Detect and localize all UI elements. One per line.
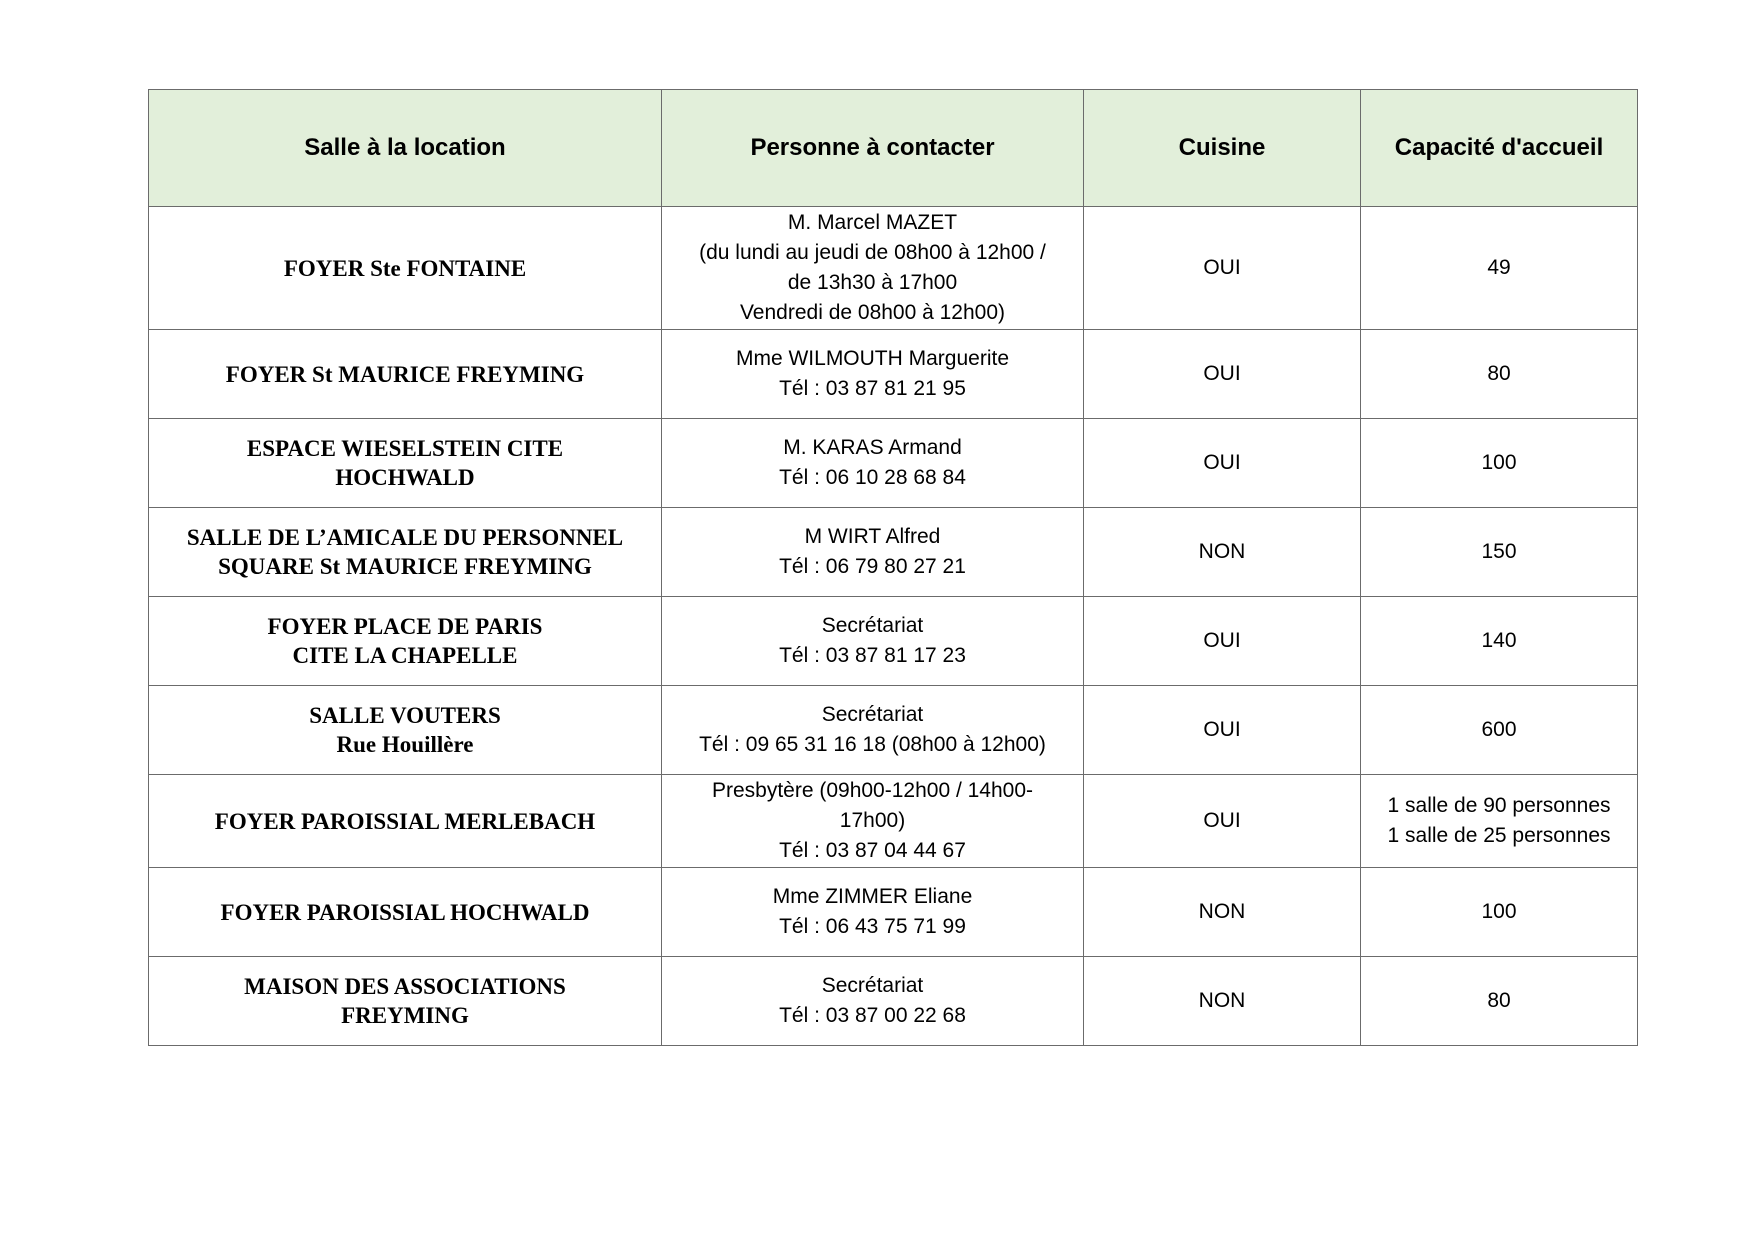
cell-contact: Secrétariat Tél : 03 87 81 17 23 <box>662 597 1084 686</box>
cell-capacite: 150 <box>1361 508 1638 597</box>
table-row <box>149 686 1638 775</box>
cell-cuisine: NON <box>1084 508 1361 597</box>
cell-cuisine: OUI <box>1084 330 1361 419</box>
table-row <box>149 957 1638 1046</box>
cell-salle: FOYER St MAURICE FREYMING <box>149 330 662 419</box>
cell-cuisine: OUI <box>1084 686 1361 775</box>
cell-cuisine: OUI <box>1084 419 1361 508</box>
cell-capacite: 1 salle de 90 personnes 1 salle de 25 personnes <box>1361 775 1638 868</box>
cell-cuisine: NON <box>1084 957 1361 1046</box>
cell-capacite: 100 <box>1361 419 1638 508</box>
header-salle: Salle à la location <box>149 90 662 207</box>
rooms-table <box>148 89 1638 1046</box>
cell-capacite: 600 <box>1361 686 1638 775</box>
cell-capacite: 100 <box>1361 868 1638 957</box>
cell-capacite: 80 <box>1361 957 1638 1046</box>
header-cuisine: Cuisine <box>1084 90 1361 207</box>
cell-contact: Mme WILMOUTH Marguerite Tél : 03 87 81 21 95 <box>662 330 1084 419</box>
cell-cuisine: OUI <box>1084 775 1361 868</box>
cell-capacite: 80 <box>1361 330 1638 419</box>
cell-contact: M WIRT Alfred Tél : 06 79 80 27 21 <box>662 508 1084 597</box>
cell-capacite: 49 <box>1361 207 1638 330</box>
cell-contact: M. Marcel MAZET (du lundi au jeudi de 08h00 à 12h00 / de 13h30 à 17h00 Vendredi de 08h00 à 12h00) <box>662 207 1084 330</box>
cell-contact: Mme ZIMMER Eliane Tél : 06 43 75 71 99 <box>662 868 1084 957</box>
cell-contact: M. KARAS Armand Tél : 06 10 28 68 84 <box>662 419 1084 508</box>
cell-salle: FOYER PLACE DE PARIS CITE LA CHAPELLE <box>149 597 662 686</box>
cell-salle: SALLE DE L’AMICALE DU PERSONNEL SQUARE St MAURICE FREYMING <box>149 508 662 597</box>
cell-contact: Secrétariat Tél : 03 87 00 22 68 <box>662 957 1084 1046</box>
header-capacite: Capacité d'accueil <box>1361 90 1638 207</box>
table-row <box>149 775 1638 868</box>
cell-salle: FOYER Ste FONTAINE <box>149 207 662 330</box>
cell-cuisine: OUI <box>1084 597 1361 686</box>
table-row <box>149 508 1638 597</box>
cell-cuisine: OUI <box>1084 207 1361 330</box>
cell-capacite: 140 <box>1361 597 1638 686</box>
table-row <box>149 868 1638 957</box>
table-row <box>149 330 1638 419</box>
table-row <box>149 419 1638 508</box>
cell-salle: ESPACE WIESELSTEIN CITE HOCHWALD <box>149 419 662 508</box>
header-row <box>149 90 1638 207</box>
cell-salle: FOYER PAROISSIAL MERLEBACH <box>149 775 662 868</box>
cell-salle: FOYER PAROISSIAL HOCHWALD <box>149 868 662 957</box>
table-row <box>149 597 1638 686</box>
table-row <box>149 207 1638 330</box>
cell-salle: SALLE VOUTERS Rue Houillère <box>149 686 662 775</box>
cell-salle: MAISON DES ASSOCIATIONS FREYMING <box>149 957 662 1046</box>
cell-cuisine: NON <box>1084 868 1361 957</box>
cell-contact: Secrétariat Tél : 09 65 31 16 18 (08h00 à 12h00) <box>662 686 1084 775</box>
cell-contact: Presbytère (09h00-12h00 / 14h00- 17h00) Tél : 03 87 04 44 67 <box>662 775 1084 868</box>
header-contact: Personne à contacter <box>662 90 1084 207</box>
